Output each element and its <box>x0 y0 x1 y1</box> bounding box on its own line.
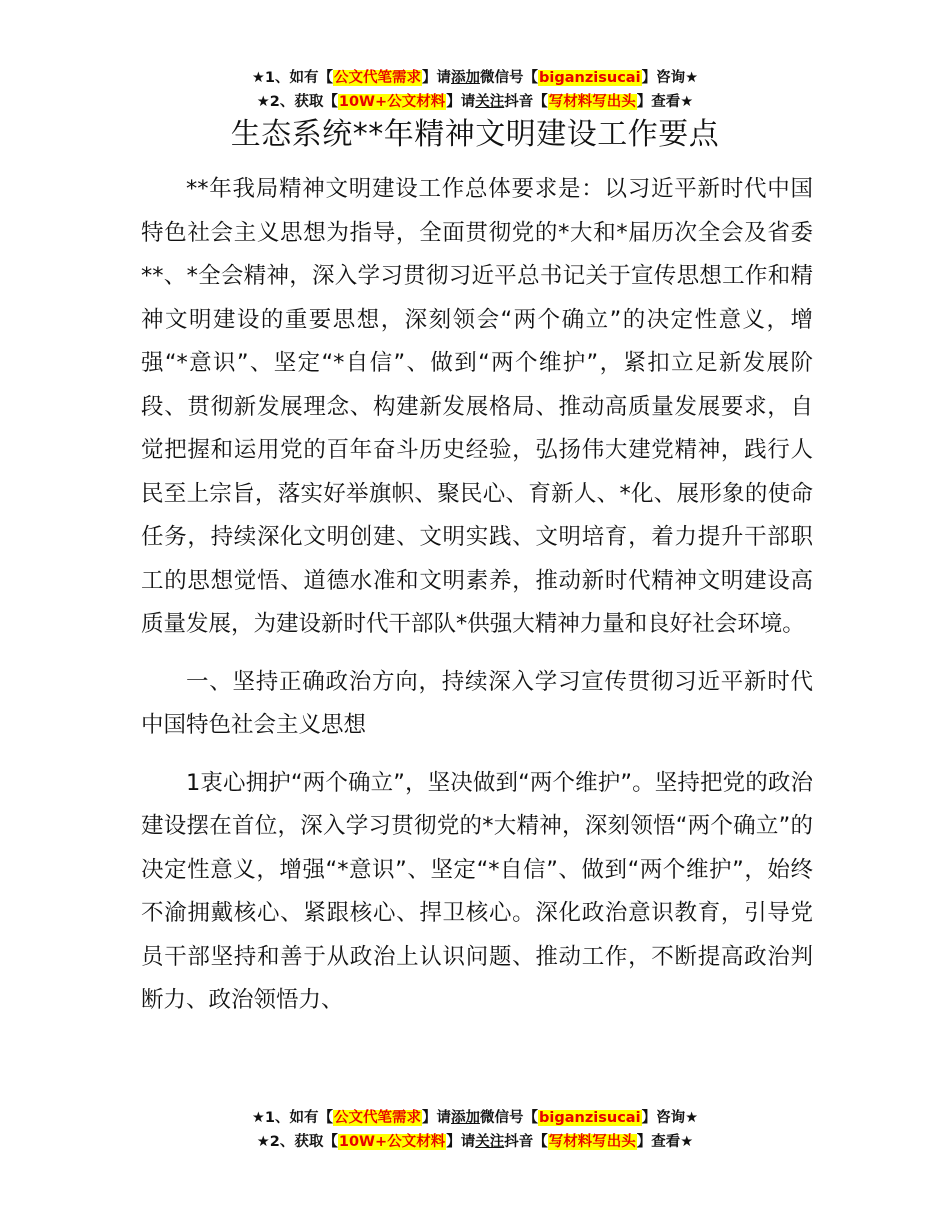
banner-highlight: 写材料写出头 <box>548 94 636 110</box>
banner-text: 抖音【 <box>504 94 548 110</box>
banner-highlight: 10W+公文材料 <box>338 1134 446 1150</box>
paragraph-intro: **年我局精神文明建设工作总体要求是：以习近平新时代中国特色社会主义思想为指导，全面贯彻党的*大和*届历次全会及省委**、*全会精神，深入学习贯彻习近平总书记关于宣传思想工作和精神文明建设的重要思想，深刻领会“两个确立”的决定性意义，增强“*意识”、坚定“*自信”、做到“两个维护”，紧扣立足新发展阶段、贯彻新发展理念、构建新发展格局、推动高质量发展要求，自觉把握和运用党的百年奋斗历史经验，弘扬伟大建党精神，践行人民至上宗旨，落实好举旗帜、聚民心、育新人、*化、展形象的使命任务，持续深化文明创建、文明实践、文明培育，着力提升干部职工的思想觉悟、道德水准和文明素养，推动新时代精神文明建设高质量发展，为建设新时代干部队*供强大精神力量和良好社会环境。 <box>141 176 813 637</box>
paragraph-item-1: 1衷心拥护“两个确立”，坚决做到“两个维护”。坚持把党的政治建设摆在首位，深入学习贯彻党的*大精神，深刻领悟“两个确立”的决定性意义，增强“*意识”、坚定“*自信”、做到“两个维护”，始终不渝拥戴核心、紧跟核心、捍卫核心。深化政治意识教育，引导党员干部坚持和善于从政治上认识问题、推动工作，不断提高政治判断力、政治领悟力、 <box>141 769 813 1013</box>
banner-text: 】请 <box>422 70 452 86</box>
banner-highlight: biganzisucai <box>539 70 641 86</box>
banner-highlight: 公文代笔需求 <box>334 70 422 86</box>
document-title: 生态系统**年精神文明建设工作要点 <box>230 117 720 152</box>
banner-text: 】咨询★ <box>641 1110 699 1126</box>
banner-text: 】请 <box>446 1134 476 1150</box>
banner-text: ★1、如有【 <box>251 1110 334 1126</box>
banner-text: 微信号【 <box>480 70 539 86</box>
banner-line-1 <box>0 66 950 90</box>
banner-highlight: biganzisucai <box>539 1110 641 1126</box>
paragraph-section-heading: 一、坚持正确政治方向，持续深入学习宣传贯彻习近平新时代中国特色社会主义思想 <box>141 668 813 738</box>
banner-line-2 <box>0 90 950 114</box>
banner-text: 抖音【 <box>504 1134 548 1150</box>
banner-underlined: 关注 <box>475 1134 505 1150</box>
banner-highlight: 写材料写出头 <box>548 1134 636 1150</box>
footer-banner <box>0 1106 950 1154</box>
banner-text: 】请 <box>422 1110 452 1126</box>
banner-underlined: 添加 <box>451 1110 481 1126</box>
banner-text: ★2、获取【 <box>256 1134 338 1150</box>
banner-highlight: 公文代笔需求 <box>334 1110 422 1126</box>
banner-text: 】请 <box>446 94 476 110</box>
banner-text: ★1、如有【 <box>251 70 334 86</box>
banner-highlight: 10W+公文材料 <box>338 94 446 110</box>
banner-line-2 <box>0 1130 950 1154</box>
banner-underlined: 添加 <box>451 70 481 86</box>
banner-text: ★2、获取【 <box>256 94 338 110</box>
banner-text: 】查看★ <box>636 94 694 110</box>
banner-underlined: 关注 <box>475 94 505 110</box>
header-banner <box>0 66 950 114</box>
banner-line-1 <box>0 1106 950 1130</box>
document-body <box>141 168 813 1037</box>
banner-text: 微信号【 <box>480 1110 539 1126</box>
banner-text: 】查看★ <box>636 1134 694 1150</box>
banner-text: 】咨询★ <box>641 70 699 86</box>
